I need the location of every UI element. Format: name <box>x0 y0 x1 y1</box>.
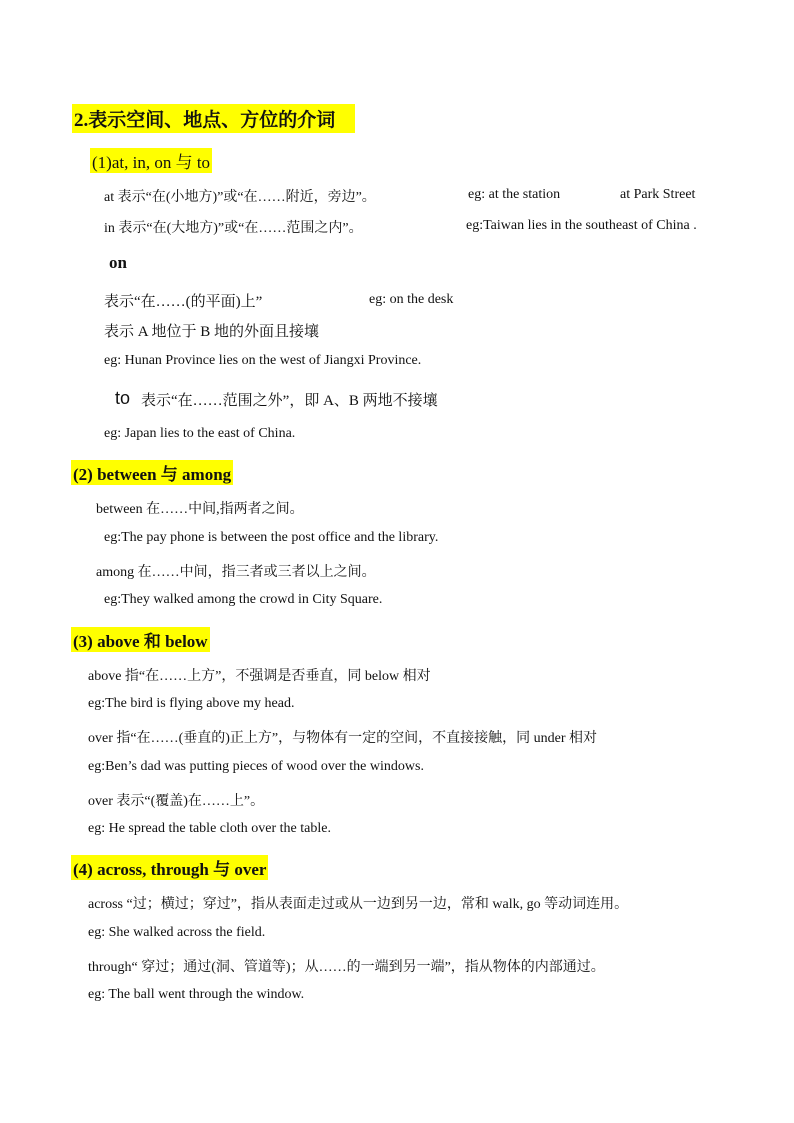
to-definition: 表示“在……范围之外”，即 A、B 两地不接壤 <box>141 393 438 409</box>
over-definition-2: over 表示“(覆盖)在……上”。 <box>88 794 265 809</box>
at-example-2: at Park Street <box>620 187 696 202</box>
on-example-1: eg: on the desk <box>369 292 454 307</box>
over-example-2: eg: He spread the table cloth over the table. <box>88 821 331 836</box>
section-heading-at-in-on-to: (1)at, in, on 与 to <box>90 148 212 173</box>
across-definition: across “过；横过；穿过”，指从表面走过或从一边到另一边，常和 walk, go 等动词连用。 <box>88 897 629 912</box>
over-definition: over 指“在……(垂直的)正上方”，与物体有一定的空间，不直接接触，同 under 相对 <box>88 731 598 746</box>
section-heading-across-through-over: (4) across, through 与 over <box>71 855 268 880</box>
between-example: eg:The pay phone is between the post office and the library. <box>104 530 439 545</box>
in-definition: in 表示“在(大地方)”或“在……范围之内”。 <box>104 221 363 236</box>
on-label: on <box>109 253 127 272</box>
among-example: eg:They walked among the crowd in City Square. <box>104 592 383 607</box>
above-example: eg:The bird is flying above my head. <box>88 696 295 711</box>
to-example: eg: Japan lies to the east of China. <box>104 426 296 441</box>
at-example-1: eg: at the station <box>468 187 561 202</box>
across-example: eg: She walked across the field. <box>88 925 266 940</box>
through-example: eg: The ball went through the window. <box>88 987 305 1002</box>
above-definition: above 指“在……上方”，不强调是否垂直，同 below 相对 <box>88 669 431 684</box>
among-definition: among 在……中间，指三者或三者以上之间。 <box>96 565 376 580</box>
on-example-2: eg: Hunan Province lies on the west of Jiangxi Province. <box>104 353 422 368</box>
on-definition-1: 表示“在……(的平面)上” <box>104 294 263 310</box>
section-heading-between-among: (2) between 与 among <box>71 460 233 485</box>
over-example: eg:Ben’s dad was putting pieces of wood over the windows. <box>88 759 424 774</box>
through-definition: through“ 穿过；通过(洞、管道等)；从……的一端到另一端”，指从物体的内部通过。 <box>88 960 605 975</box>
on-definition-2: 表示 A 地位于 B 地的外面且接壤 <box>104 324 320 340</box>
in-example: eg:Taiwan lies in the southeast of China . <box>466 218 697 233</box>
section-heading-above-below: (3) above 和 below <box>71 627 210 652</box>
page-title: 2.表示空间、地点、方位的介词 <box>72 104 355 133</box>
at-definition: at 表示“在(小地方)”或“在……附近，旁边”。 <box>104 190 376 205</box>
to-label: to <box>115 388 131 408</box>
between-definition: between 在……中间,指两者之间。 <box>96 502 304 517</box>
